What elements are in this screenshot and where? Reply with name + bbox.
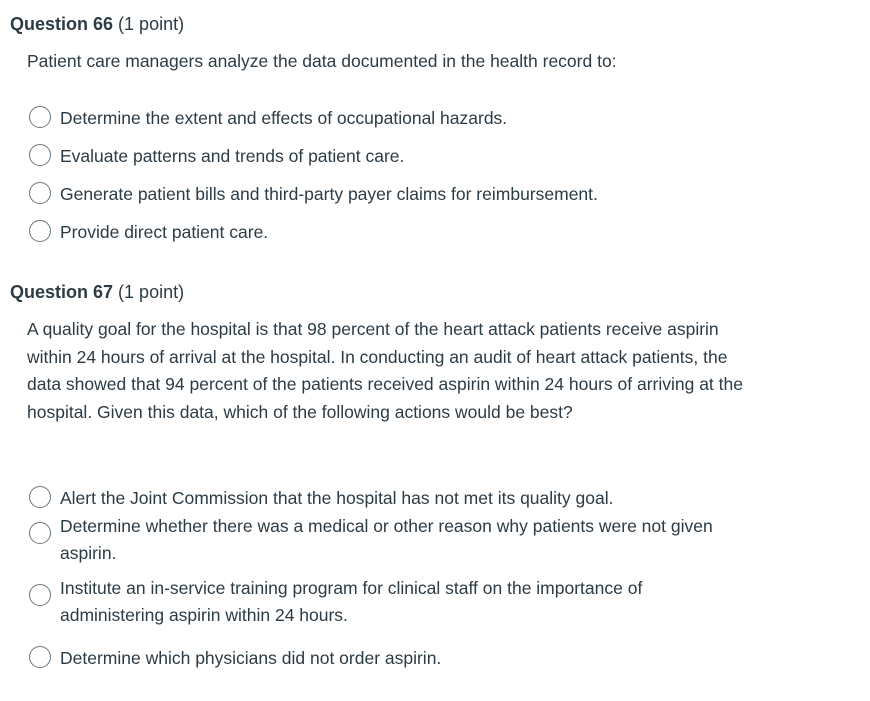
radio-button[interactable] [29, 486, 51, 508]
question-title: Question 67 [10, 282, 114, 302]
question-header [10, 281, 184, 303]
radio-button[interactable] [29, 144, 51, 166]
answer-label[interactable]: Determine whether there was a medical or other reason why patients were not given aspirin. [60, 516, 713, 563]
radio-button[interactable] [29, 106, 51, 128]
answer-label[interactable]: Alert the Joint Commission that the hospital has not met its quality goal. [60, 488, 614, 508]
answer-label[interactable]: Provide direct patient care. [60, 222, 269, 242]
radio-button[interactable] [29, 220, 51, 242]
radio-button[interactable] [29, 646, 51, 668]
question-text: A quality goal for the hospital is that 98 percent of the heart attack patients receive aspirin within 24 hours of arrival at the hospital. In conducting an audit of heart attack patients, the data showed that 94 percent of the patients received aspirin within 24 hours of arriving at the hospital. Given this data, which of the following actions would be best? [27, 319, 743, 422]
answer-label[interactable]: Determine the extent and effects of occupational hazards. [60, 108, 508, 128]
radio-button[interactable] [29, 522, 51, 544]
question-points: (1 point) [118, 282, 185, 302]
answer-label[interactable]: Evaluate patterns and trends of patient care. [60, 146, 405, 166]
answer-label[interactable]: Determine which physicians did not order aspirin. [60, 648, 442, 668]
radio-button[interactable] [29, 182, 51, 204]
question-header [10, 13, 184, 35]
radio-button[interactable] [29, 584, 51, 606]
question-text: Patient care managers analyze the data documented in the health record to: [27, 51, 617, 71]
answer-label[interactable]: Generate patient bills and third-party payer claims for reimbursement. [60, 184, 598, 204]
question-title: Question 66 [10, 14, 114, 34]
answer-label[interactable]: Institute an in-service training program for clinical staff on the importance of administering aspirin within 24 hours. [60, 578, 643, 625]
question-points: (1 point) [118, 14, 185, 34]
